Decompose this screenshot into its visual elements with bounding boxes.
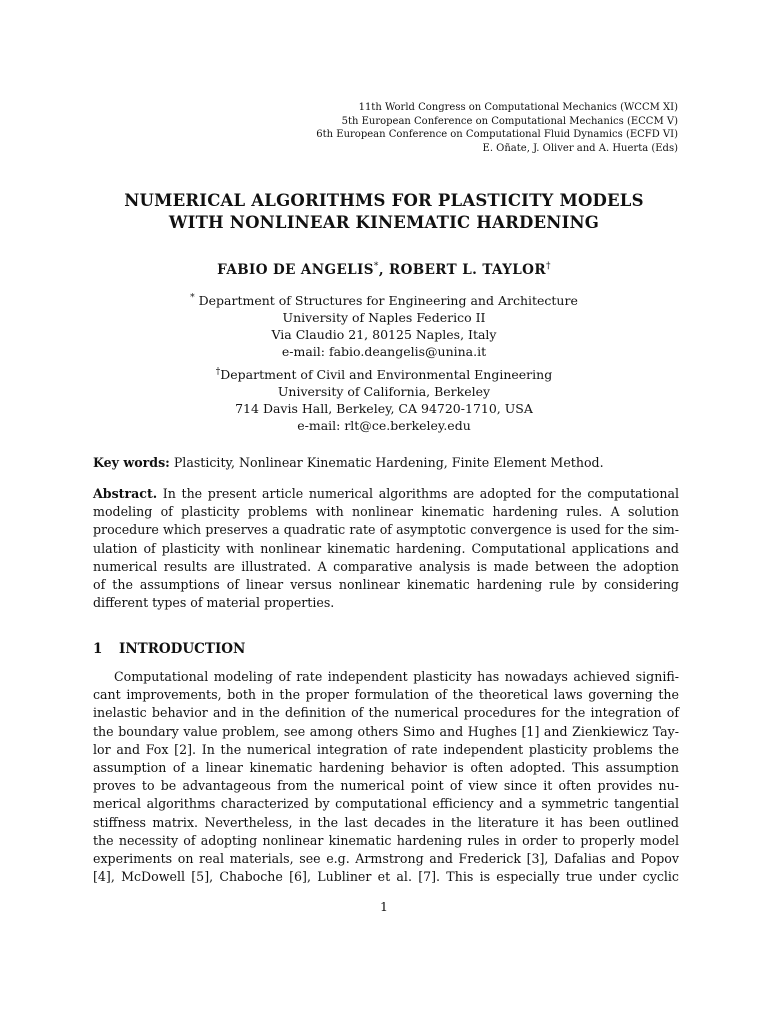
abstract-line: of the assumptions of linear versus nonlinear kinematic hardening rule by considering xyxy=(93,577,679,593)
abstract-line: ulation of plasticity with nonlinear kinematic hardening. Computational applications and xyxy=(93,540,679,556)
intro-line: lor and Fox [2]. In the numerical integration of rate independent plasticity problems the xyxy=(93,741,679,757)
author-mark: * xyxy=(373,261,379,272)
author-name: ROBERT L. TAYLOR xyxy=(389,262,546,278)
affiliation-2 xyxy=(0,366,768,434)
abstract-line: procedure which preserves a quadratic rate of asymptotic convergence is used for the sim- xyxy=(93,522,679,538)
intro-line: merical algorithms characterized by computational efficiency and a symmetric tangential xyxy=(93,796,679,812)
affiliation-1 xyxy=(0,292,768,360)
author-separator: , xyxy=(378,262,390,278)
affiliation-address: Via Claudio 21, 80125 Naples, Italy xyxy=(271,327,497,342)
conference-header xyxy=(316,101,678,155)
abstract-line: In the present article numerical algorithms are adopted for the computational xyxy=(157,486,679,501)
affiliation-email: e-mail: fabio.deangelis@unina.it xyxy=(281,344,487,359)
abstract-line: modeling of plasticity problems with nonlinear kinematic hardening rules. A solution xyxy=(93,504,679,520)
intro-line: assumption of a linear kinematic hardening behavior is often adopted. This assumption xyxy=(93,760,679,776)
affiliation-department: Department of Structures for Engineering and Architecture xyxy=(194,293,578,308)
affiliation-email: e-mail: rlt@ce.berkeley.edu xyxy=(297,418,471,433)
intro-line: [4], McDowell [5], Chaboche [6], Lubliner et al. [7]. This is especially true under cyclic xyxy=(93,869,679,885)
abstract xyxy=(93,485,679,612)
keywords xyxy=(93,454,679,472)
keywords-text: Plasticity, Nonlinear Kinematic Hardening, Finite Element Method. xyxy=(169,455,604,470)
affiliation-institution: University of California, Berkeley xyxy=(277,384,491,399)
intro-line: proves to be advantageous from the numerical point of view since it often provides nu- xyxy=(93,778,679,794)
intro-line: inelastic behavior and in the definition of the numerical procedures for the integration of xyxy=(93,705,679,721)
section-title: INTRODUCTION xyxy=(119,641,246,657)
intro-line: the boundary value problem, see among others Simo and Hughes [1] and Zienkiewicz Tay- xyxy=(93,723,679,739)
title-line: WITH NONLINEAR KINEMATIC HARDENING xyxy=(168,213,600,232)
abstract-line: different types of material properties. xyxy=(93,595,335,611)
section-number: 1 xyxy=(93,641,103,657)
author-mark: † xyxy=(545,261,551,272)
intro-line: stiffness matrix. Nevertheless, in the last decades in the literature it has been outlined xyxy=(93,814,679,830)
page-number: 1 xyxy=(380,899,388,914)
title-line: NUMERICAL ALGORITHMS FOR PLASTICITY MODELS xyxy=(124,191,644,210)
introduction-text xyxy=(93,668,679,886)
section-heading xyxy=(93,641,245,657)
abstract-line: numerical results are illustrated. A comparative analysis is made between the adoption xyxy=(93,558,679,574)
affiliation-institution: University of Naples Federico II xyxy=(282,310,486,325)
affiliation-department: Department of Civil and Environmental Engineering xyxy=(220,367,553,382)
intro-line: experiments on real materials, see e.g. Armstrong and Frederick [3], Dafalias and Popov xyxy=(93,851,679,867)
conference-line: 11th World Congress on Computational Mechanics (WCCM XI) xyxy=(358,102,678,113)
keywords-label: Key words: xyxy=(93,455,170,470)
intro-line: the necessity of adopting nonlinear kinematic hardening rules in order to properly model xyxy=(93,832,679,848)
author-name: FABIO DE ANGELIS xyxy=(217,262,374,278)
author-list xyxy=(0,262,768,278)
affiliation-address: 714 Davis Hall, Berkeley, CA 94720-1710, USA xyxy=(235,401,533,416)
conference-editors: E. Oñate, J. Oliver and A. Huerta (Eds) xyxy=(482,142,678,154)
affiliation-mark: * xyxy=(190,292,195,303)
intro-line: cant improvements, both in the proper formulation of the theoretical laws governing the xyxy=(93,687,679,703)
conference-line: 6th European Conference on Computational Fluid Dynamics (ECFD VI) xyxy=(316,129,678,140)
conference-line: 5th European Conference on Computational Mechanics (ECCM V) xyxy=(341,115,678,127)
intro-line: Computational modeling of rate independent plasticity has nowadays achieved signifi- xyxy=(114,669,679,684)
affiliation-mark: † xyxy=(215,366,221,377)
abstract-label: Abstract. xyxy=(93,486,158,501)
paper-title xyxy=(0,190,768,234)
